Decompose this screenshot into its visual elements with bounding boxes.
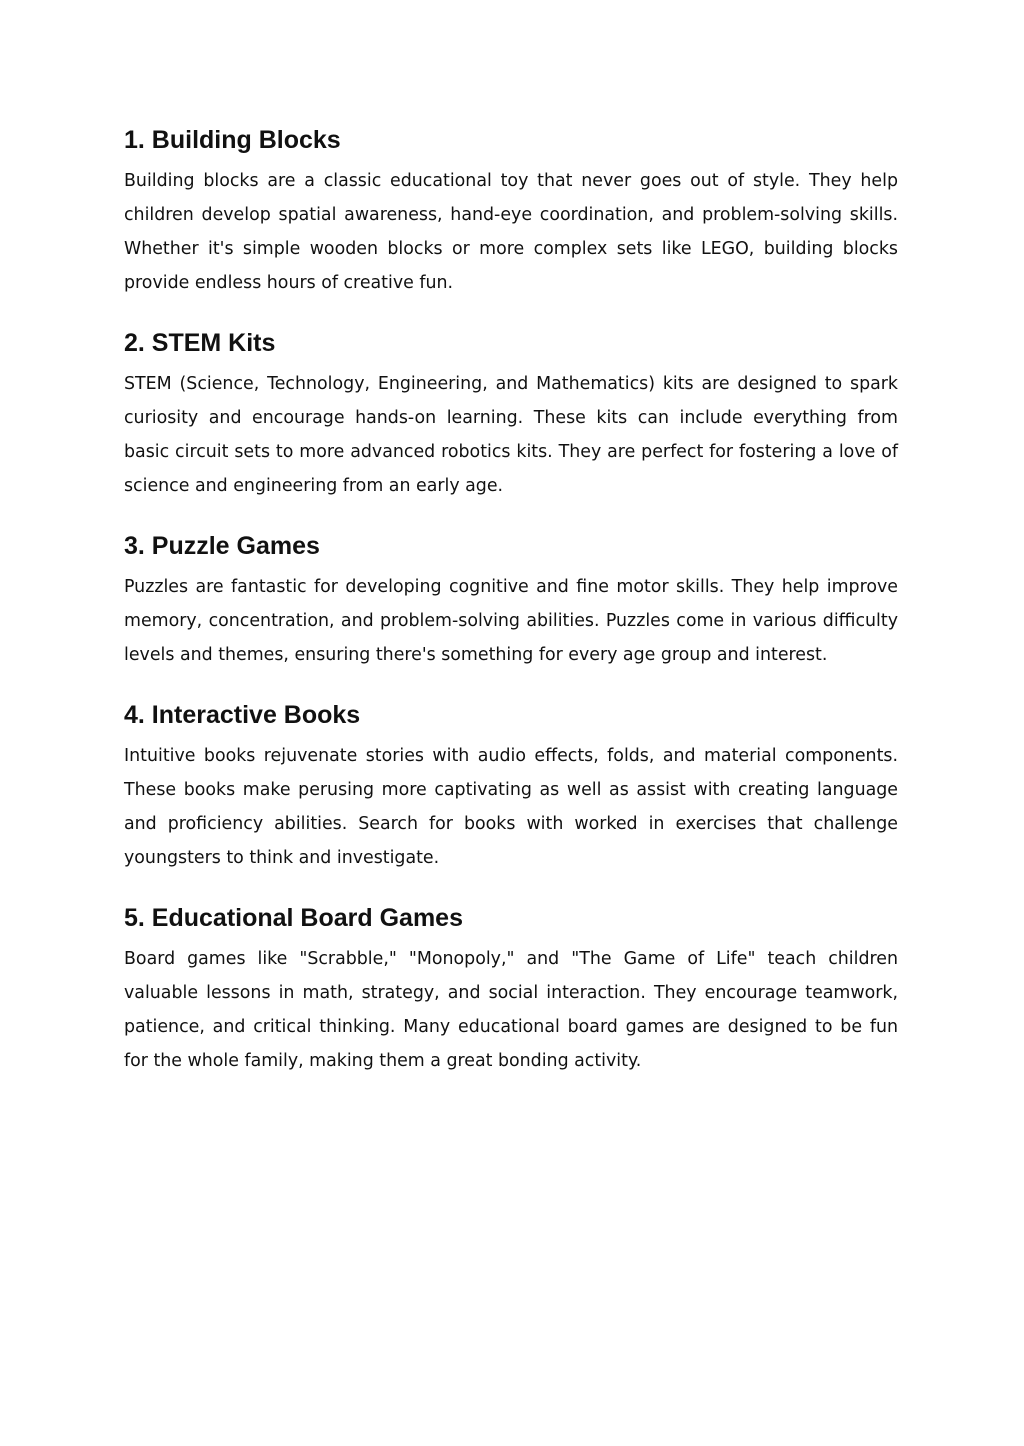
section-puzzle-games	[124, 524, 898, 672]
section-interactive-books	[124, 693, 898, 875]
section-heading: 3. Puzzle Games	[124, 532, 320, 560]
section-building-blocks	[124, 118, 898, 300]
section-educational-board-games	[124, 896, 898, 1078]
section-body: STEM (Science, Technology, Engineering, and Mathematics) kits are designed to spark curiosity and encourage hands-on learning. These kits can include everything from basic circuit sets to more advanced robotics kits. They are perfect for fostering a love of science and engineering from an early age.	[124, 374, 898, 496]
section-heading: 5. Educational Board Games	[124, 904, 463, 932]
section-stem-kits	[124, 321, 898, 503]
section-body: Board games like "Scrabble," "Monopoly," and "The Game of Life" teach children valuable lessons in math, strategy, and social interaction. They encourage teamwork, patience, and critical thinking. Many educational board games are designed to be fun for the whole family, making them a great bonding activity.	[124, 949, 898, 1071]
document-content	[124, 118, 898, 1099]
section-heading: 4. Interactive Books	[124, 701, 361, 729]
section-heading: 1. Building Blocks	[124, 126, 341, 154]
section-body: Puzzles are fantastic for developing cognitive and fine motor skills. They help improve memory, concentration, and problem-solving abilities. Puzzles come in various difficulty levels and themes, ensuring there's something for every age group and interest.	[124, 577, 898, 665]
section-heading: 2. STEM Kits	[124, 329, 276, 357]
section-body: Intuitive books rejuvenate stories with audio effects, folds, and material components. These books make perusing more captivating as well as assist with creating language and proficiency abilities. Search for books with worked in exercises that challenge youngsters to think and investigate.	[124, 746, 898, 868]
section-body: Building blocks are a classic educational toy that never goes out of style. They help children develop spatial awareness, hand-eye coordination, and problem-solving skills. Whether it's simple wooden blocks or more complex sets like LEGO, building blocks provide endless hours of creative fun.	[124, 171, 898, 293]
